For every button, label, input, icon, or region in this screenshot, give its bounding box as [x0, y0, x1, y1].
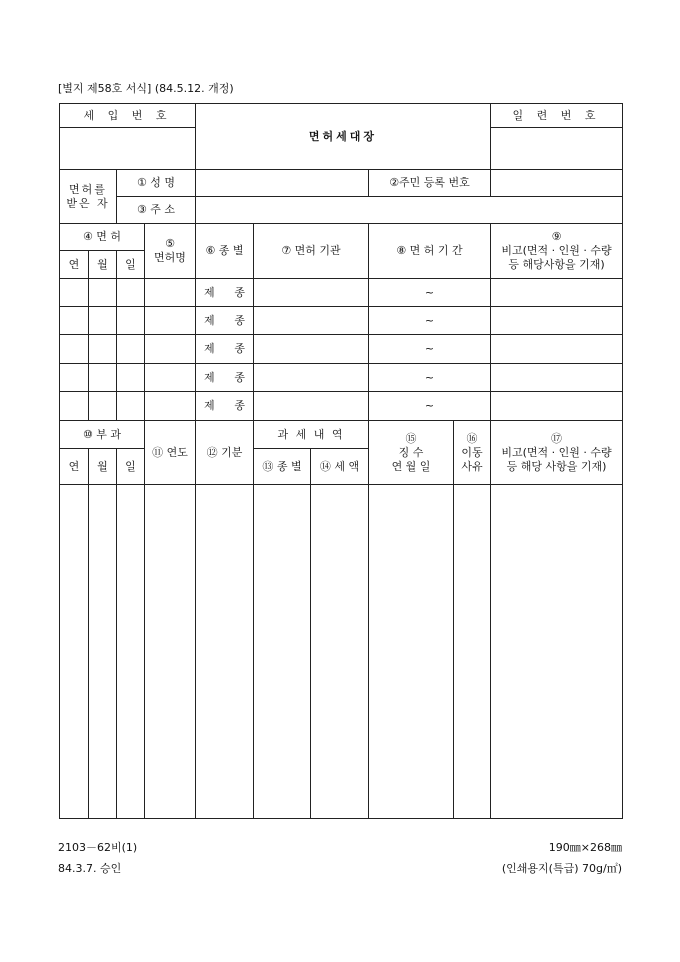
- licensee-label-line1: 면허를: [69, 182, 107, 196]
- tax-type-header: ⑬ 종 별: [254, 449, 311, 485]
- license-day-cell[interactable]: [117, 307, 145, 335]
- fiscal-year-header: ⑪ 연도: [145, 421, 196, 485]
- license-month-cell[interactable]: [89, 335, 117, 364]
- levy-day-cell[interactable]: [117, 485, 145, 819]
- type-prefix: 제: [204, 313, 215, 327]
- move-num: ⑯: [466, 431, 478, 445]
- reg-number-label: ②주민 등록 번호: [369, 170, 491, 197]
- form-code: 2103－62비(1): [58, 841, 138, 854]
- license-name-label: 면허명: [154, 251, 186, 264]
- reg-number-field[interactable]: [491, 170, 623, 197]
- period-header: ⑧ 면 허 기 간: [369, 224, 491, 279]
- type-prefix: 제: [204, 342, 215, 355]
- type-suffix: 종: [234, 342, 245, 355]
- collection-label-line1: 징 수: [398, 445, 424, 459]
- period-cell[interactable]: ~: [369, 392, 491, 421]
- license-row: [60, 335, 623, 364]
- type-suffix: 종: [234, 370, 245, 384]
- license-name-cell[interactable]: [145, 392, 196, 421]
- type-prefix: 제: [204, 399, 215, 412]
- license-row: [60, 392, 623, 421]
- type-prefix: 제: [204, 285, 215, 299]
- agency-cell[interactable]: [254, 307, 369, 335]
- period-type-header: ⑫ 기분: [196, 421, 254, 485]
- remarks-cell[interactable]: [491, 279, 623, 307]
- entry-number-label: 일 련 번 호: [491, 104, 623, 128]
- levy-entry-area: [60, 485, 623, 819]
- address-field[interactable]: [196, 197, 623, 224]
- license-day-cell[interactable]: [117, 335, 145, 364]
- remarks-label-line2: 등 해당사항을 기재): [508, 258, 605, 271]
- license-name-header: [145, 224, 196, 279]
- agency-cell[interactable]: [254, 335, 369, 364]
- levy-month-header: 월: [89, 449, 117, 485]
- move-reason-cell[interactable]: [454, 485, 491, 819]
- name-field[interactable]: [196, 170, 369, 197]
- collection-date-cell[interactable]: [369, 485, 454, 819]
- type-prefix: 제: [204, 370, 215, 384]
- form-reference: [별지 제58호 서식] (84.5.12. 개정): [58, 82, 234, 95]
- levy-day-header: 일: [117, 449, 145, 485]
- move-label-line2: 사유: [461, 459, 483, 473]
- license-month-cell[interactable]: [89, 364, 117, 392]
- levy-month-cell[interactable]: [89, 485, 117, 819]
- license-name-num: ⑤: [165, 237, 175, 250]
- remarks-cell[interactable]: [491, 335, 623, 364]
- levy-year-header: 연: [60, 449, 89, 485]
- remarks-label-line1: 비고(면적 · 인원 · 수량: [501, 244, 612, 257]
- levy-year-cell[interactable]: [60, 485, 89, 819]
- license-name-cell[interactable]: [145, 335, 196, 364]
- type-suffix: 종: [234, 399, 245, 412]
- remarks-cell[interactable]: [491, 307, 623, 335]
- type-cell[interactable]: [196, 392, 254, 421]
- period-cell[interactable]: ~: [369, 307, 491, 335]
- remarks2-cell[interactable]: [491, 485, 623, 819]
- license-day-cell[interactable]: [117, 279, 145, 307]
- license-row: [60, 364, 623, 392]
- remarks2-header: [491, 421, 623, 485]
- levy-date-header: ⑩ 부 과: [60, 421, 145, 449]
- license-day-cell[interactable]: [117, 392, 145, 421]
- license-tax-ledger-form: [59, 103, 622, 830]
- address-label: ③ 주 소: [117, 197, 196, 224]
- type-suffix: 종: [234, 285, 245, 299]
- remarks2-label-line1: 비고(면적 · 인원 · 수량: [501, 445, 612, 459]
- tax-amount-cell[interactable]: [311, 485, 369, 819]
- license-day-cell[interactable]: [117, 364, 145, 392]
- entry-number-field[interactable]: [491, 128, 623, 170]
- remarks-cell[interactable]: [491, 364, 623, 392]
- period-cell[interactable]: ~: [369, 335, 491, 364]
- period-cell[interactable]: ~: [369, 279, 491, 307]
- license-year-cell[interactable]: [60, 392, 89, 421]
- agency-cell[interactable]: [254, 392, 369, 421]
- paper-size: 190㎜×268㎜: [548, 841, 622, 854]
- remarks2-label-line2: 등 해당 사항을 기재): [506, 459, 607, 473]
- type-cell[interactable]: [196, 279, 254, 307]
- type-cell[interactable]: [196, 307, 254, 335]
- license-year-cell[interactable]: [60, 307, 89, 335]
- license-name-cell[interactable]: [145, 307, 196, 335]
- license-month-cell[interactable]: [89, 392, 117, 421]
- licensee-label: [60, 170, 117, 224]
- approval-date: 84.3.7. 승인: [58, 862, 122, 875]
- type-cell[interactable]: [196, 335, 254, 364]
- fiscal-year-cell[interactable]: [145, 485, 196, 819]
- agency-cell[interactable]: [254, 364, 369, 392]
- license-name-cell[interactable]: [145, 279, 196, 307]
- license-day-header: 일: [117, 251, 145, 279]
- name-label: ① 성 명: [117, 170, 196, 197]
- collection-num: ⑮: [405, 431, 417, 445]
- license-row: [60, 279, 623, 307]
- ledger-table: [59, 103, 623, 819]
- licensee-label-line2: 받은 자: [66, 196, 110, 210]
- agency-cell[interactable]: [254, 279, 369, 307]
- tax-amount-header: ⑭ 세 액: [311, 449, 369, 485]
- license-year-cell[interactable]: [60, 364, 89, 392]
- move-reason-header: [454, 421, 491, 485]
- type-header: ⑥ 종 별: [196, 224, 254, 279]
- paper-spec: (인쇄용지(특급) 70g/㎡): [501, 862, 622, 875]
- collection-date-header: [369, 421, 454, 485]
- remarks-num: ⑨: [551, 230, 562, 243]
- remarks-cell[interactable]: [491, 392, 623, 421]
- collection-label-line2: 연 월 일: [391, 459, 431, 473]
- serial-number-label: 세 입 번 호: [60, 104, 196, 128]
- tax-type-cell[interactable]: [254, 485, 311, 819]
- license-year-header: 연: [60, 251, 89, 279]
- license-month-header: 월: [89, 251, 117, 279]
- remarks-header: [491, 224, 623, 279]
- license-date-label: ④ 면 허: [60, 224, 145, 251]
- type-cell[interactable]: [196, 364, 254, 392]
- license-month-cell[interactable]: [89, 307, 117, 335]
- license-year-cell[interactable]: [60, 279, 89, 307]
- agency-header: ⑦ 면허 기관: [254, 224, 369, 279]
- license-name-cell[interactable]: [145, 364, 196, 392]
- period-type-cell[interactable]: [196, 485, 254, 819]
- license-row: [60, 307, 623, 335]
- type-suffix: 종: [234, 313, 245, 327]
- move-label-line1: 이동: [461, 445, 483, 459]
- remarks2-num: ⑰: [551, 431, 562, 445]
- license-month-cell[interactable]: [89, 279, 117, 307]
- form-title: 면허세대장: [196, 104, 491, 170]
- serial-number-field[interactable]: [60, 128, 196, 170]
- period-cell[interactable]: ~: [369, 364, 491, 392]
- tax-detail-header: 과 세 내 역: [254, 421, 369, 449]
- license-year-cell[interactable]: [60, 335, 89, 364]
